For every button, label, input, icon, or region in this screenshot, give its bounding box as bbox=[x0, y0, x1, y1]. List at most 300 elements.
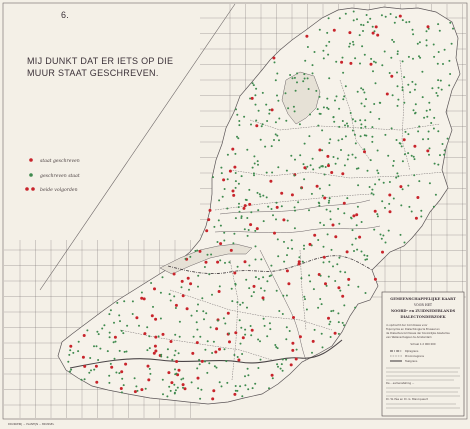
red-dot bbox=[227, 312, 230, 315]
green-dot bbox=[393, 198, 395, 200]
red-dot bbox=[186, 307, 189, 310]
green-dot bbox=[114, 358, 116, 360]
green-dot bbox=[337, 312, 339, 314]
red-dot bbox=[162, 333, 165, 336]
green-dot bbox=[273, 139, 275, 141]
green-dot bbox=[200, 389, 202, 391]
green-dot bbox=[296, 349, 298, 351]
red-dot bbox=[212, 389, 215, 392]
green-dot bbox=[428, 154, 430, 156]
green-dot bbox=[237, 137, 239, 139]
green-dot bbox=[84, 378, 86, 380]
green-dot bbox=[281, 363, 283, 365]
green-dot bbox=[206, 372, 208, 374]
green-dot bbox=[370, 58, 372, 60]
green-dot bbox=[338, 321, 340, 323]
green-dot bbox=[198, 359, 200, 361]
green-dot bbox=[361, 221, 363, 223]
red-dot bbox=[343, 202, 346, 205]
green-dot bbox=[321, 129, 323, 131]
green-dot bbox=[397, 53, 399, 55]
green-dot bbox=[197, 275, 199, 277]
green-dot bbox=[402, 60, 404, 62]
red-dot bbox=[374, 210, 377, 213]
green-dot bbox=[260, 139, 262, 141]
green-dot bbox=[388, 203, 390, 205]
red-dot bbox=[305, 35, 308, 38]
green-dot bbox=[162, 379, 164, 381]
green-dot bbox=[335, 61, 337, 63]
green-dot bbox=[361, 45, 363, 47]
green-dot bbox=[311, 193, 313, 195]
green-dot bbox=[286, 326, 288, 328]
green-dot bbox=[81, 379, 83, 381]
red-dot bbox=[358, 236, 361, 239]
red-dot bbox=[211, 397, 214, 400]
green-dot bbox=[396, 139, 398, 141]
red-dot bbox=[232, 194, 235, 197]
green-dot bbox=[327, 233, 329, 235]
green-dot bbox=[93, 345, 95, 347]
green-dot bbox=[329, 184, 331, 186]
green-dot bbox=[441, 89, 443, 91]
green-dot bbox=[418, 180, 420, 182]
red-dot bbox=[273, 232, 276, 235]
green-dot bbox=[247, 388, 249, 390]
green-dot bbox=[145, 388, 147, 390]
green-dot bbox=[342, 322, 344, 324]
green-dot bbox=[376, 170, 378, 172]
green-dot bbox=[174, 393, 176, 395]
red-dot bbox=[280, 192, 283, 195]
red-dot bbox=[324, 282, 327, 285]
green-dot bbox=[282, 295, 284, 297]
red-dot bbox=[233, 272, 236, 275]
green-dot bbox=[251, 295, 253, 297]
green-dot bbox=[324, 174, 326, 176]
green-dot bbox=[96, 331, 98, 333]
red-dot bbox=[237, 359, 240, 362]
green-dot bbox=[262, 195, 264, 197]
red-dot bbox=[196, 341, 199, 344]
green-dot bbox=[404, 242, 406, 244]
green-dot bbox=[320, 275, 322, 277]
green-dot bbox=[227, 154, 229, 156]
green-dot bbox=[263, 318, 265, 320]
red-dot bbox=[416, 196, 419, 199]
green-dot bbox=[89, 357, 91, 359]
green-dot bbox=[252, 387, 254, 389]
map-title-line-2: MUUR STAAT GESCHREVEN. bbox=[27, 68, 159, 78]
green-dot bbox=[327, 54, 329, 56]
red-dot bbox=[381, 251, 384, 254]
green-dot bbox=[312, 72, 314, 74]
green-dot bbox=[385, 242, 387, 244]
green-dot bbox=[266, 196, 268, 198]
green-dot bbox=[388, 230, 390, 232]
green-dot bbox=[413, 109, 415, 111]
green-dot bbox=[152, 306, 154, 308]
green-dot bbox=[123, 300, 125, 302]
red-dot bbox=[229, 170, 232, 173]
green-dot bbox=[403, 102, 405, 104]
red-dot bbox=[253, 285, 256, 288]
red-dot bbox=[83, 334, 86, 337]
green-dot bbox=[334, 280, 336, 282]
green-dot bbox=[310, 164, 312, 166]
green-dot bbox=[207, 254, 209, 256]
green-dot bbox=[178, 352, 180, 354]
green-dot bbox=[338, 257, 340, 259]
green-dot bbox=[334, 100, 336, 102]
green-dot bbox=[262, 123, 264, 125]
green-dot bbox=[196, 367, 198, 369]
green-dot bbox=[217, 241, 219, 243]
red-dot bbox=[376, 34, 379, 37]
green-dot bbox=[247, 368, 249, 370]
green-dot bbox=[260, 287, 262, 289]
green-dot bbox=[360, 87, 362, 89]
green-dot bbox=[330, 336, 332, 338]
green-dot bbox=[344, 164, 346, 166]
green-dot bbox=[417, 130, 419, 132]
green-dot bbox=[253, 84, 255, 86]
green-dot bbox=[262, 92, 264, 94]
green-dot bbox=[393, 160, 395, 162]
green-dot bbox=[196, 250, 198, 252]
green-dot bbox=[428, 131, 430, 133]
green-dot bbox=[426, 45, 428, 47]
green-dot bbox=[180, 378, 182, 380]
green-dot bbox=[204, 361, 206, 363]
green-dot bbox=[219, 259, 221, 261]
red-dot bbox=[426, 149, 429, 152]
green-dot bbox=[365, 135, 367, 137]
green-dot bbox=[277, 166, 279, 168]
green-dot bbox=[363, 92, 365, 94]
green-dot bbox=[323, 246, 325, 248]
green-dot bbox=[146, 349, 148, 351]
green-dot bbox=[338, 108, 340, 110]
green-dot bbox=[352, 229, 354, 231]
green-dot bbox=[160, 356, 162, 358]
green-dot bbox=[377, 150, 379, 152]
red-dot bbox=[154, 318, 157, 321]
green-dot bbox=[115, 372, 117, 374]
green-dot bbox=[124, 351, 126, 353]
green-dot bbox=[391, 39, 393, 41]
green-dot bbox=[275, 121, 277, 123]
green-dot bbox=[379, 102, 381, 104]
cartouche bbox=[382, 292, 464, 416]
legend-green-dot-icon bbox=[29, 173, 33, 177]
green-dot bbox=[174, 354, 176, 356]
red-dot bbox=[323, 256, 326, 259]
green-dot bbox=[323, 57, 325, 59]
green-dot bbox=[69, 349, 71, 351]
green-dot bbox=[276, 135, 278, 137]
green-dot bbox=[203, 318, 205, 320]
green-dot bbox=[328, 41, 330, 43]
green-dot bbox=[308, 88, 310, 90]
green-dot bbox=[397, 85, 399, 87]
green-dot bbox=[204, 349, 206, 351]
green-dot bbox=[381, 238, 383, 240]
green-dot bbox=[354, 120, 356, 122]
green-dot bbox=[372, 70, 374, 72]
cartouche-body-2: Toponymie en Dialectologie te Brussel en bbox=[386, 328, 440, 331]
green-dot bbox=[400, 204, 402, 206]
green-dot bbox=[264, 290, 266, 292]
green-dot bbox=[314, 329, 316, 331]
green-dot bbox=[318, 205, 320, 207]
green-dot bbox=[303, 73, 305, 75]
green-dot bbox=[336, 95, 338, 97]
green-dot bbox=[339, 17, 341, 19]
green-dot bbox=[294, 206, 296, 208]
green-dot bbox=[396, 72, 398, 74]
green-dot bbox=[344, 271, 346, 273]
green-dot bbox=[342, 57, 344, 59]
red-dot bbox=[386, 93, 389, 96]
green-dot bbox=[240, 343, 242, 345]
green-dot bbox=[174, 373, 176, 375]
green-dot bbox=[169, 293, 171, 295]
green-dot bbox=[276, 73, 278, 75]
red-dot bbox=[334, 235, 337, 238]
green-dot bbox=[227, 178, 229, 180]
green-dot bbox=[371, 189, 373, 191]
green-dot bbox=[160, 354, 162, 356]
green-dot bbox=[250, 325, 252, 327]
red-dot bbox=[181, 280, 184, 283]
green-dot bbox=[389, 181, 391, 183]
green-dot bbox=[328, 261, 330, 263]
green-dot bbox=[361, 251, 363, 253]
green-dot bbox=[332, 265, 334, 267]
green-dot bbox=[216, 367, 218, 369]
green-dot bbox=[167, 348, 169, 350]
green-dot bbox=[122, 332, 124, 334]
green-dot bbox=[392, 94, 394, 96]
red-dot bbox=[151, 314, 154, 317]
green-dot bbox=[321, 303, 323, 305]
green-dot bbox=[260, 359, 262, 361]
green-dot bbox=[302, 80, 304, 82]
green-dot bbox=[259, 193, 261, 195]
green-dot bbox=[110, 363, 112, 365]
red-dot bbox=[299, 335, 302, 338]
red-dot bbox=[390, 75, 393, 78]
green-dot bbox=[348, 46, 350, 48]
green-dot bbox=[132, 313, 134, 315]
green-dot bbox=[383, 182, 385, 184]
green-dot bbox=[137, 390, 139, 392]
green-dot bbox=[338, 126, 340, 128]
green-dot bbox=[433, 117, 435, 119]
green-dot bbox=[314, 51, 316, 53]
green-dot bbox=[235, 390, 237, 392]
green-dot bbox=[402, 19, 404, 21]
green-dot bbox=[257, 339, 259, 341]
green-dot bbox=[170, 390, 172, 392]
green-dot bbox=[244, 375, 246, 377]
green-dot bbox=[181, 286, 183, 288]
green-dot bbox=[397, 105, 399, 107]
green-dot bbox=[197, 304, 199, 306]
red-dot bbox=[182, 294, 185, 297]
green-dot bbox=[382, 235, 384, 237]
green-dot bbox=[250, 334, 252, 336]
red-dot bbox=[312, 340, 315, 343]
green-dot bbox=[160, 318, 162, 320]
green-dot bbox=[266, 120, 268, 122]
green-dot bbox=[239, 304, 241, 306]
cartouche-body-9: Dr. W. Pée en Dr. G. Blancquaert bbox=[386, 398, 428, 401]
red-dot bbox=[197, 377, 200, 380]
green-dot bbox=[371, 141, 373, 143]
green-dot bbox=[308, 209, 310, 211]
green-dot bbox=[177, 387, 179, 389]
green-dot bbox=[437, 130, 439, 132]
green-dot bbox=[258, 110, 260, 112]
green-dot bbox=[304, 298, 306, 300]
red-dot bbox=[140, 388, 143, 391]
green-dot bbox=[343, 95, 345, 97]
green-dot bbox=[149, 347, 151, 349]
green-dot bbox=[434, 163, 436, 165]
red-dot bbox=[209, 209, 212, 212]
green-dot bbox=[257, 192, 259, 194]
green-dot bbox=[352, 41, 354, 43]
green-dot bbox=[397, 175, 399, 177]
green-dot bbox=[252, 167, 254, 169]
green-dot bbox=[201, 297, 203, 299]
red-dot bbox=[374, 278, 377, 281]
green-dot bbox=[119, 350, 121, 352]
green-dot bbox=[315, 90, 317, 92]
green-dot bbox=[116, 302, 118, 304]
red-dot bbox=[234, 331, 237, 334]
green-dot bbox=[433, 56, 435, 58]
green-dot bbox=[433, 206, 435, 208]
green-dot bbox=[319, 29, 321, 31]
red-dot bbox=[291, 349, 294, 352]
green-dot bbox=[404, 153, 406, 155]
green-dot bbox=[443, 154, 445, 156]
green-dot bbox=[162, 393, 164, 395]
green-dot bbox=[328, 77, 330, 79]
green-dot bbox=[409, 91, 411, 93]
green-dot bbox=[255, 88, 257, 90]
red-dot bbox=[318, 149, 321, 152]
green-dot bbox=[435, 92, 437, 94]
green-dot bbox=[330, 218, 332, 220]
green-dot bbox=[222, 196, 224, 198]
green-dot bbox=[371, 126, 373, 128]
green-dot bbox=[149, 373, 151, 375]
green-dot bbox=[367, 170, 369, 172]
green-dot bbox=[328, 108, 330, 110]
green-dot bbox=[121, 391, 123, 393]
green-dot bbox=[231, 300, 233, 302]
green-dot bbox=[214, 365, 216, 367]
green-dot bbox=[248, 229, 250, 231]
green-dot bbox=[238, 120, 240, 122]
green-dot bbox=[447, 138, 449, 140]
green-dot bbox=[293, 175, 295, 177]
green-dot bbox=[322, 50, 324, 52]
green-dot bbox=[244, 228, 246, 230]
green-dot bbox=[285, 359, 287, 361]
green-dot bbox=[257, 209, 259, 211]
green-dot bbox=[356, 249, 358, 251]
green-dot bbox=[343, 212, 345, 214]
green-dot bbox=[433, 128, 435, 130]
green-dot bbox=[167, 356, 169, 358]
red-dot bbox=[191, 352, 194, 355]
green-dot bbox=[191, 315, 193, 317]
green-dot bbox=[98, 333, 100, 335]
green-dot bbox=[253, 155, 255, 157]
red-dot bbox=[363, 150, 366, 153]
red-dot bbox=[244, 204, 247, 207]
green-dot bbox=[233, 233, 235, 235]
red-dot bbox=[205, 261, 208, 264]
red-dot bbox=[243, 207, 246, 210]
green-dot bbox=[402, 86, 404, 88]
green-dot bbox=[396, 172, 398, 174]
green-dot bbox=[354, 57, 356, 59]
green-dot bbox=[342, 98, 344, 100]
red-dot bbox=[167, 371, 170, 374]
red-dot bbox=[295, 358, 298, 361]
green-dot bbox=[211, 294, 213, 296]
green-dot bbox=[121, 330, 123, 332]
green-dot bbox=[219, 285, 221, 287]
green-dot bbox=[235, 172, 237, 174]
green-dot bbox=[364, 119, 366, 121]
red-dot bbox=[372, 32, 375, 35]
red-dot bbox=[399, 185, 402, 188]
green-dot bbox=[150, 282, 152, 284]
green-dot bbox=[241, 175, 243, 177]
green-dot bbox=[367, 21, 369, 23]
green-dot bbox=[413, 174, 415, 176]
red-dot bbox=[389, 210, 392, 213]
green-dot bbox=[266, 335, 268, 337]
green-dot bbox=[246, 217, 248, 219]
red-dot bbox=[291, 342, 294, 345]
green-dot bbox=[317, 307, 319, 309]
green-dot bbox=[411, 155, 413, 157]
green-dot bbox=[389, 72, 391, 74]
green-dot bbox=[248, 189, 250, 191]
red-dot bbox=[370, 63, 373, 66]
green-dot bbox=[408, 21, 410, 23]
green-dot bbox=[173, 295, 175, 297]
green-dot bbox=[328, 202, 330, 204]
green-dot bbox=[265, 104, 267, 106]
green-dot bbox=[253, 172, 255, 174]
green-dot bbox=[381, 14, 383, 16]
green-dot bbox=[326, 32, 328, 34]
green-dot bbox=[323, 261, 325, 263]
green-dot bbox=[226, 208, 228, 210]
green-dot bbox=[392, 165, 394, 167]
green-dot bbox=[188, 289, 190, 291]
green-dot bbox=[365, 98, 367, 100]
